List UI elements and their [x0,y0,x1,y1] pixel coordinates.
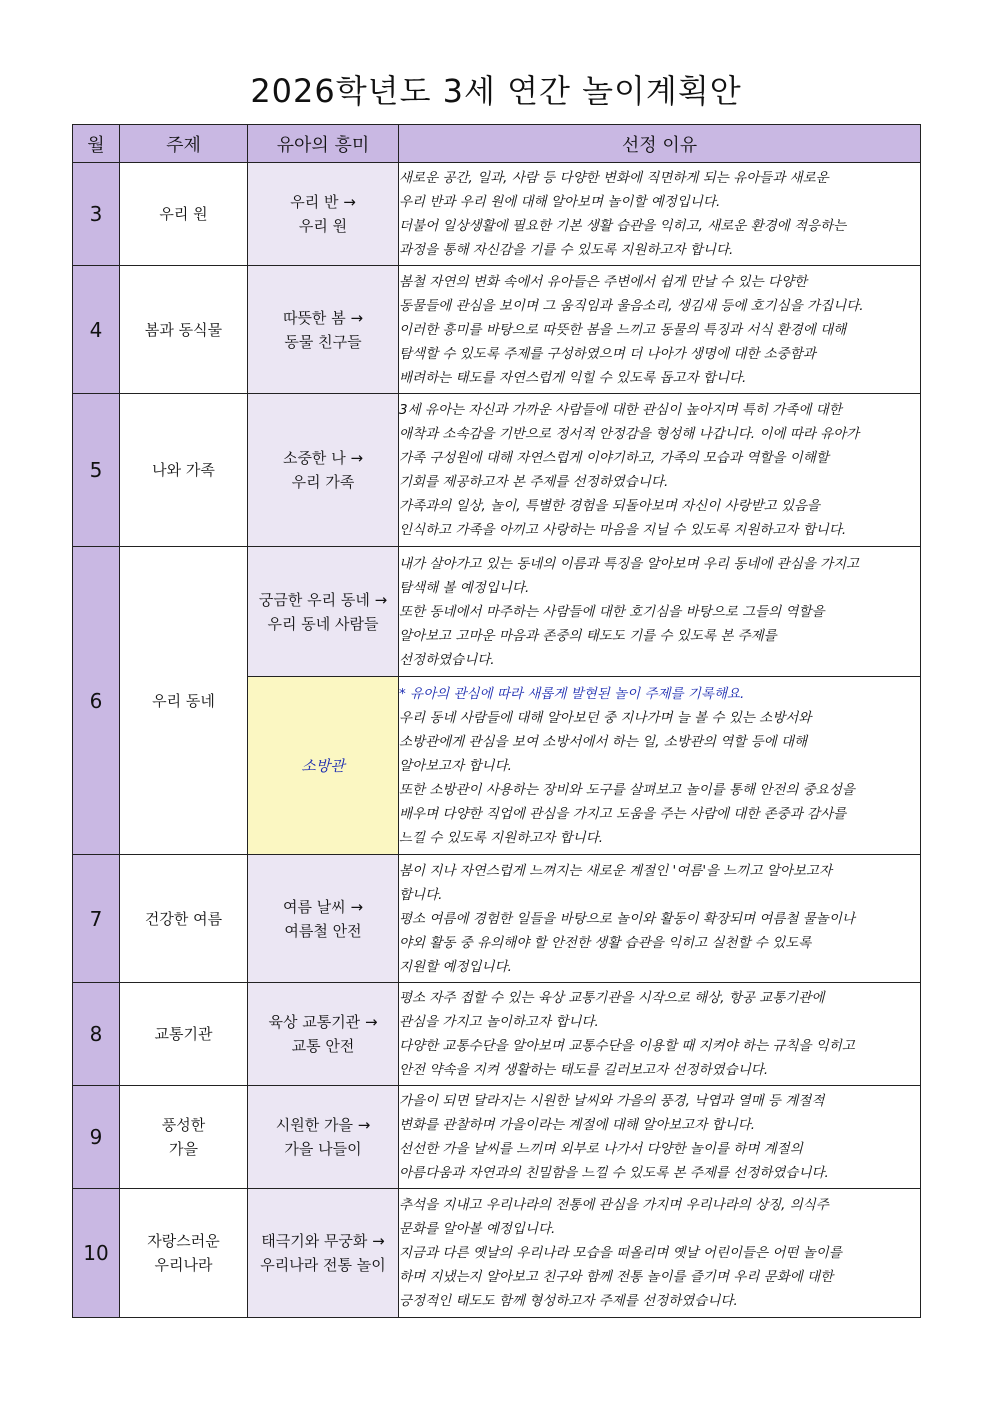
header-reason: 선정 이유 [399,125,921,163]
interest-cell: 소중한 나 → 우리 가족 [248,394,399,547]
reason-cell: 새로운 공간, 일과, 사람 등 다양한 변화에 직면하게 되는 유아들과 새로운 우리 반과 우리 원에 대해 알아보며 놀이할 예정입니다. 더불어 일상생활에 필요한 기본 생활 습관을 익히고, 새로운 환경에 적응하는 과정을 통해 자신감을 기를 수 있도록 지원하고자 합니다. [399,163,921,266]
reason-cell: * 유아의 관심에 따라 새롭게 발현된 놀이 주제를 기록해요. 우리 동네 사람들에 대해 알아보던 중 지나가며 늘 볼 수 있는 소방서와 소방관에게 관심을 보여 소방서에서 하는 일, 소방관의 역할 등에 대해 알아보고자 합니다. 또한 소방관이 사용하는 장비와 도구를 살펴보고 놀이를 통해 안전의 중요성을 배우며 다양한 직업에 관심을 가지고 도움을 주는 사람에 대한 존중과 감사를 느낄 수 있도록 지원하고자 합니다. [399,677,921,855]
table-row [73,983,921,1086]
table-row [73,266,921,394]
month-cell: 9 [73,1086,120,1189]
interest-cell: 육상 교통기관 → 교통 안전 [248,983,399,1086]
month-cell: 5 [73,394,120,547]
month-cell: 3 [73,163,120,266]
annual-plan-table [72,124,921,1318]
reason-cell: 봄이 지나 자연스럽게 느껴지는 새로운 계절인 '여름'을 느끼고 알아보고자 합니다. 평소 여름에 경험한 일들을 바탕으로 놀이와 활동이 확장되며 여름철 물놀이나 야외 활동 중 유의해야 할 안전한 생활 습관을 익히고 실천할 수 있도록 지원할 예정입니다. [399,855,921,983]
reason-cell: 내가 살아가고 있는 동네의 이름과 특징을 알아보며 우리 동네에 관심을 가지고 탐색해 볼 예정입니다. 또한 동네에서 마주하는 사람들에 대한 호기심을 바탕으로 그들의 역할을 알아보고 고마운 마음과 존중의 태도도 기를 수 있도록 본 주제를 선정하였습니다. [399,547,921,677]
header-interest: 유아의 흥미 [248,125,399,163]
interest-cell: 여름 날씨 → 여름철 안전 [248,855,399,983]
theme-cell: 교통기관 [120,983,248,1086]
header-theme: 주제 [120,125,248,163]
month-cell: 4 [73,266,120,394]
theme-cell: 건강한 여름 [120,855,248,983]
reason-cell: 가을이 되면 달라지는 시원한 날씨와 가을의 풍경, 낙엽과 열매 등 계절적 변화를 관찰하며 가을이라는 계절에 대해 알아보고자 합니다. 선선한 가을 날씨를 느끼며 외부로 나가서 다양한 놀이를 하며 계절의 아름다움과 자연과의 친밀함을 느낄 수 있도록 본 주제를 선정하였습니다. [399,1086,921,1189]
table-header-row [73,125,921,163]
table-row [73,1189,921,1318]
interest-cell: 태극기와 무궁화 → 우리나라 전통 놀이 [248,1189,399,1318]
theme-cell: 나와 가족 [120,394,248,547]
page-title: 2026학년도 3세 연간 놀이계획안 [250,72,742,110]
table-row [73,1086,921,1189]
interest-cell-firefighter: 소방관 [248,677,399,855]
theme-cell: 우리 동네 [120,547,248,855]
reason-cell: 평소 자주 접할 수 있는 육상 교통기관을 시작으로 해상, 항공 교통기관에 관심을 가지고 놀이하고자 합니다. 다양한 교통수단을 알아보며 교통수단을 이용할 때 지켜야 하는 규칙을 익히고 안전 약속을 지켜 생활하는 태도를 길러보고자 선정하였습니다. [399,983,921,1086]
reason-cell: 3세 유아는 자신과 가까운 사람들에 대한 관심이 높아지며 특히 가족에 대한 애착과 소속감을 기반으로 정서적 안정감을 형성해 나갑니다. 이에 따라 유아가 가족 구성원에 대해 자연스럽게 이야기하고, 가족의 모습과 역할을 이해할 기회를 제공하고자 본 주제를 선정하였습니다. 가족과의 일상, 놀이, 특별한 경험을 되돌아보며 자신이 사랑받고 있음을 인식하고 가족을 아끼고 사랑하는 마음을 지닐 수 있도록 지원하고자 합니다. [399,394,921,547]
theme-cell: 풍성한 가을 [120,1086,248,1189]
emergent-topic-note: * 유아의 관심에 따라 새롭게 발현된 놀이 주제를 기록해요. [399,685,745,702]
month-cell: 10 [73,1189,120,1318]
theme-cell: 자랑스러운 우리나라 [120,1189,248,1318]
reason-cell: 추석을 지내고 우리나라의 전통에 관심을 가지며 우리나라의 상징, 의식주 문화를 알아볼 예정입니다. 지금과 다른 옛날의 우리나라 모습을 떠올리며 옛날 어린이들은 어떤 놀이를 하며 지냈는지 알아보고 친구와 함께 전통 놀이를 즐기며 우리 문화에 대한 긍정적인 태도도 함께 형성하고자 주제를 선정하였습니다. [399,1189,921,1318]
table-row [73,394,921,547]
month-cell: 6 [73,547,120,855]
table-row [73,855,921,983]
theme-cell: 우리 원 [120,163,248,266]
interest-cell: 따뜻한 봄 → 동물 친구들 [248,266,399,394]
month-cell: 7 [73,855,120,983]
header-month: 월 [73,125,120,163]
theme-cell: 봄과 동식물 [120,266,248,394]
interest-cell: 우리 반 → 우리 원 [248,163,399,266]
interest-cell: 궁금한 우리 동네 → 우리 동네 사람들 [248,547,399,677]
interest-cell: 시원한 가을 → 가을 나들이 [248,1086,399,1189]
reason-cell: 봄철 자연의 변화 속에서 유아들은 주변에서 쉽게 만날 수 있는 다양한 동물들에 관심을 보이며 그 움직임과 울음소리, 생김새 등에 호기심을 가집니다. 이러한 흥미를 바탕으로 따뜻한 봄을 느끼고 동물의 특징과 서식 환경에 대해 탐색할 수 있도록 주제를 구성하였으며 더 나아가 생명에 대한 소중함과 배려하는 태도를 자연스럽게 익힐 수 있도록 돕고자 합니다. [399,266,921,394]
table-row [73,163,921,266]
table-row [73,547,921,677]
month-cell: 8 [73,983,120,1086]
